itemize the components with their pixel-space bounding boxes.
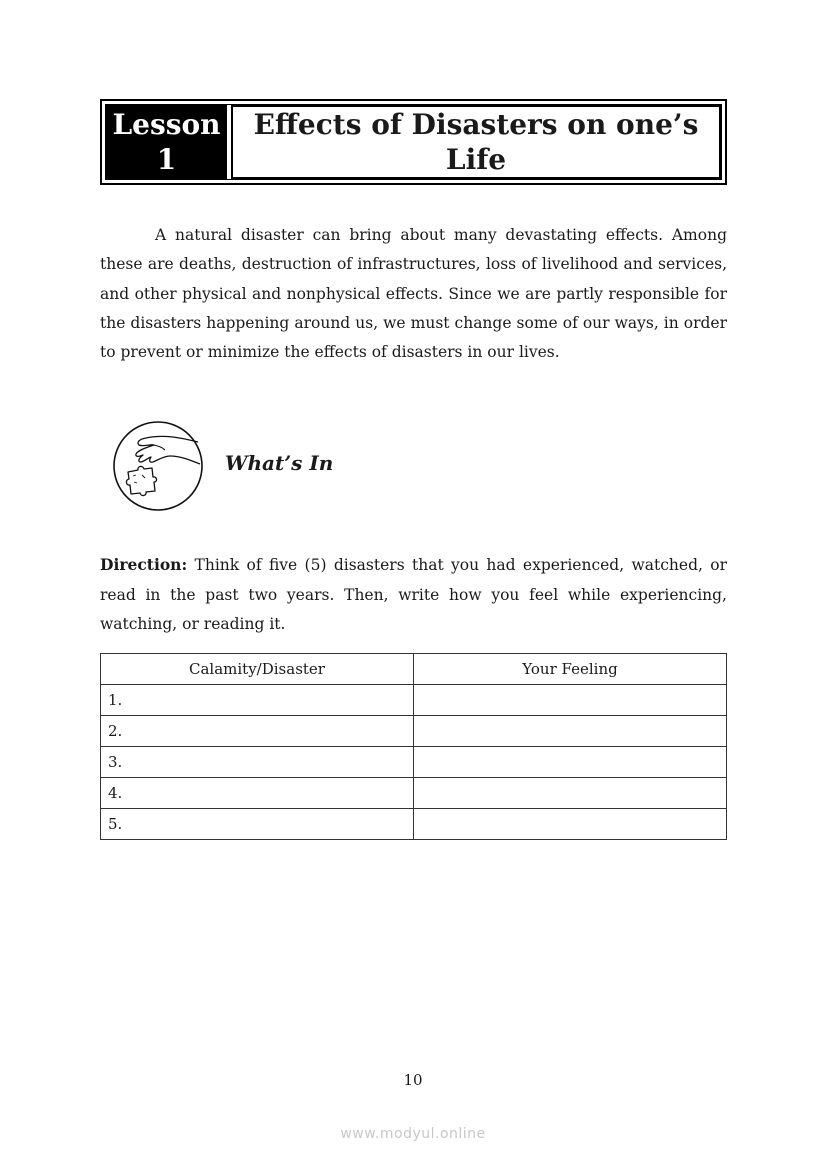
intro-paragraph: A natural disaster can bring about many devastating effects. Among these are deaths, destruction of infrastructures, loss of livelihood and services, and other physical and nonphysical effects. Since we are partly responsible for the disasters happening around us, we must change some of our ways, in order to prevent or minimize the effects of disasters in our lives.	[100, 226, 727, 362]
lesson-banner-inner	[105, 104, 722, 180]
lesson-banner	[100, 99, 727, 185]
column-header-feeling: Your Feeling	[414, 654, 727, 685]
table-row	[101, 747, 727, 778]
table-row	[101, 685, 727, 716]
lesson-title: Effects of Disasters on one’s Life	[231, 105, 721, 179]
feeling-cell[interactable]	[414, 747, 727, 778]
calamity-cell[interactable]: 3.	[101, 747, 414, 778]
disaster-feeling-table	[100, 653, 727, 840]
feeling-cell[interactable]	[414, 809, 727, 840]
column-header-calamity: Calamity/Disaster	[101, 654, 414, 685]
direction-paragraph	[100, 550, 727, 640]
puzzle-hand-icon	[112, 420, 204, 512]
calamity-cell[interactable]: 2.	[101, 716, 414, 747]
direction-label: Direction:	[100, 555, 188, 574]
section-title: What’s In	[225, 451, 334, 475]
page-number: 10	[403, 1071, 423, 1089]
calamity-cell[interactable]: 5.	[101, 809, 414, 840]
feeling-cell[interactable]	[414, 685, 727, 716]
lesson-number: 1	[156, 143, 177, 176]
watermark: www.modyul.online	[340, 1126, 486, 1142]
feeling-cell[interactable]	[414, 778, 727, 809]
calamity-cell[interactable]: 1.	[101, 685, 414, 716]
table-row	[101, 778, 727, 809]
table-header-row	[101, 654, 727, 685]
feeling-cell[interactable]	[414, 716, 727, 747]
table-row	[101, 809, 727, 840]
direction-text: Think of five (5) disasters that you had experienced, watched, or read in the past two years. Then, write how you feel while experiencing, watching, or reading it.	[100, 556, 727, 633]
table-row	[101, 716, 727, 747]
lesson-label: Lesson	[112, 108, 221, 141]
calamity-cell[interactable]: 4.	[101, 778, 414, 809]
lesson-number-box	[106, 105, 227, 179]
